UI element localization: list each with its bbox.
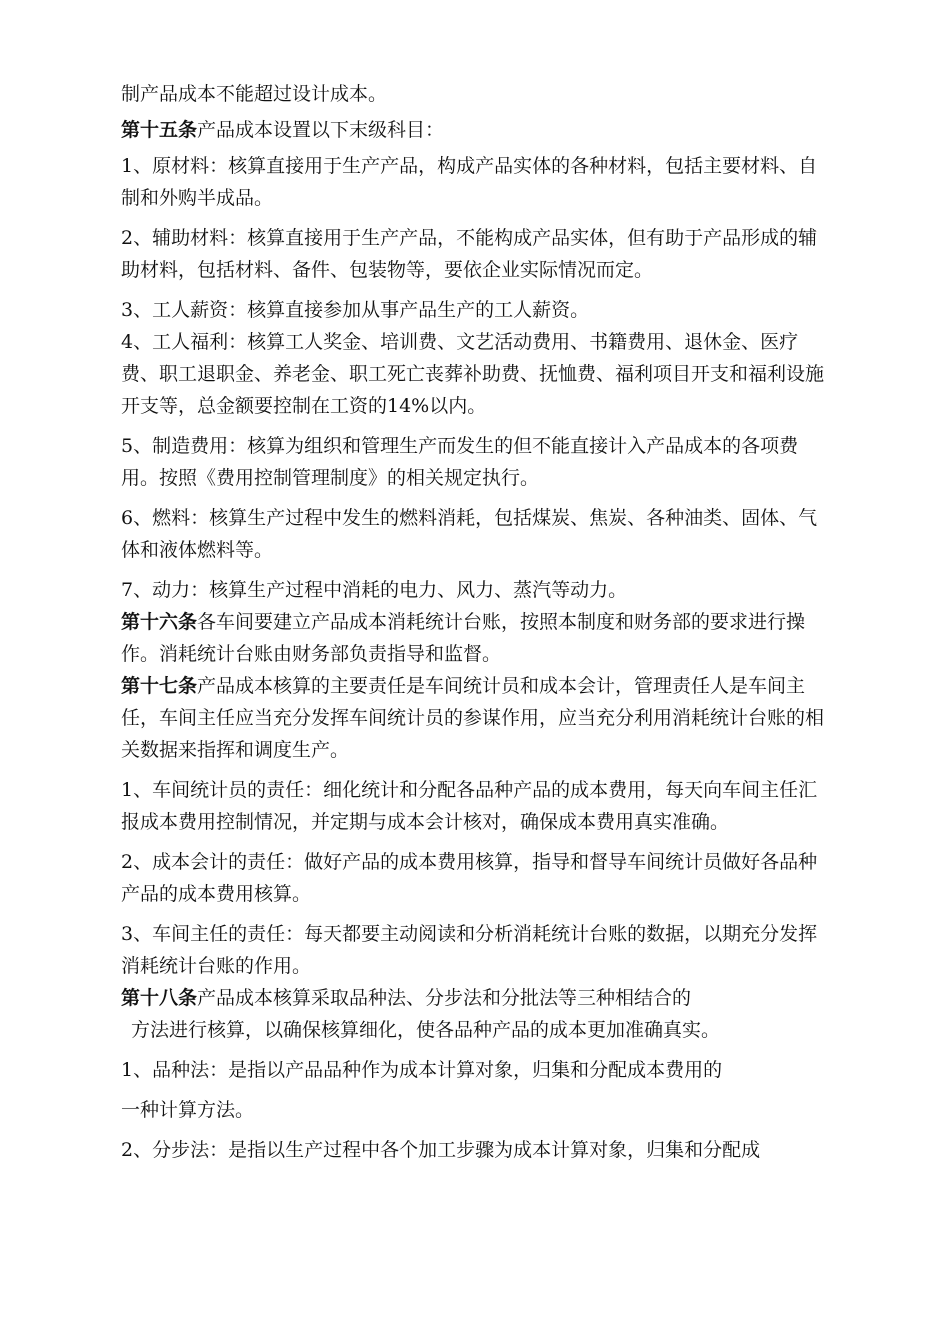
item-power [121,574,833,606]
paragraph-text: 产品成本设置以下末级科目： [197,119,445,141]
item-variety-method [121,1054,833,1086]
document-body [121,78,833,1166]
article-number: 第十六条 [121,611,198,633]
paragraph-text: 2、分步法：是指以生产过程中各个加工步骤为成本计算对象，归集和分配成 [121,1139,761,1161]
paragraph-text: 7、动力：核算生产过程中消耗的电力、风力、蒸汽等动力。 [121,579,628,601]
paragraph-text: 方法进行核算，以确保核算细化，使各品种产品的成本更加准确真实。 [131,1019,721,1041]
paragraph-text: 5、制造费用：核算为组织和管理生产而发生的但不能直接计入产品成本的各项费用。按照《费用控制管理制度》的相关规定执行。 [121,435,799,489]
paragraph-text: 3、车间主任的责任：每天都要主动阅读和分析消耗统计台账的数据，以期充分发挥消耗统计台账的作用。 [121,923,818,977]
item-auxiliary-materials [121,222,833,286]
paragraph-text: 2、成本会计的责任：做好产品的成本费用核算，指导和督导车间统计员做好各品种产品的成本费用核算。 [121,851,818,905]
paragraph-text: 产品成本核算采取品种法、分步法和分批法等三种相结合的 [197,987,692,1009]
item-raw-materials [121,150,833,214]
item-variety-method-continued [121,1094,833,1126]
article-number: 第十八条 [121,987,198,1009]
item-manufacturing-overhead [121,430,833,494]
article-number: 第十五条 [121,119,198,141]
paragraph-text: 1、车间统计员的责任：细化统计和分配各品种产品的成本费用，每天向车间主任汇报成本费用控制情况，并定期与成本会计核对，确保成本费用真实准确。 [121,779,818,833]
paragraph-text: 2、辅助材料：核算直接用于生产产品，不能构成产品实体，但有助于产品形成的辅助材料，包括材料、备件、包装物等，要依企业实际情况而定。 [121,227,818,281]
item-worker-wages [121,294,833,326]
paragraph-text: 一种计算方法。 [121,1099,255,1121]
article-18 [121,982,833,1014]
paragraph-text: 产品成本核算的主要责任是车间统计员和成本会计，管理责任人是车间主任，车间主任应当充分发挥车间统计员的参谋作用，应当充分利用消耗统计台账的相关数据来指挥和调度生产。 [121,675,825,761]
paragraph-text: 制产品成本不能超过设计成本。 [121,83,388,105]
item-worker-welfare [121,326,833,422]
item-workshop-director-duty [121,918,833,982]
article-18-continued [121,1014,833,1046]
paragraph-text: 1、原材料：核算直接用于生产产品，构成产品实体的各种材料，包括主要材料、自制和外购半成品。 [121,155,818,209]
article-17 [121,670,833,766]
paragraph-text: 3、工人薪资：核算直接参加从事产品生产的工人薪资。 [121,299,590,321]
item-step-method [121,1134,833,1166]
paragraph-1 [121,78,833,110]
article-16 [121,606,833,670]
item-fuel [121,502,833,566]
item-statistician-duty [121,774,833,838]
paragraph-text: 1、品种法：是指以产品品种作为成本计算对象，归集和分配成本费用的 [121,1059,723,1081]
article-15-heading [121,114,833,146]
paragraph-text: 6、燃料：核算生产过程中发生的燃料消耗，包括煤炭、焦炭、各种油类、固体、气体和液体燃料等。 [121,507,818,561]
item-cost-accountant-duty [121,846,833,910]
paragraph-text: 4、工人福利：核算工人奖金、培训费、文艺活动费用、书籍费用、退休金、医疗费、职工退职金、养老金、职工死亡丧葬补助费、抚恤费、福利项目开支和福利设施开支等，总金额要控制在工资的14%以内。 [121,331,825,417]
article-number: 第十七条 [121,675,198,697]
paragraph-text: 各车间要建立产品成本消耗统计台账，按照本制度和财务部的要求进行操作。消耗统计台账由财务部负责指导和监督。 [121,611,806,665]
